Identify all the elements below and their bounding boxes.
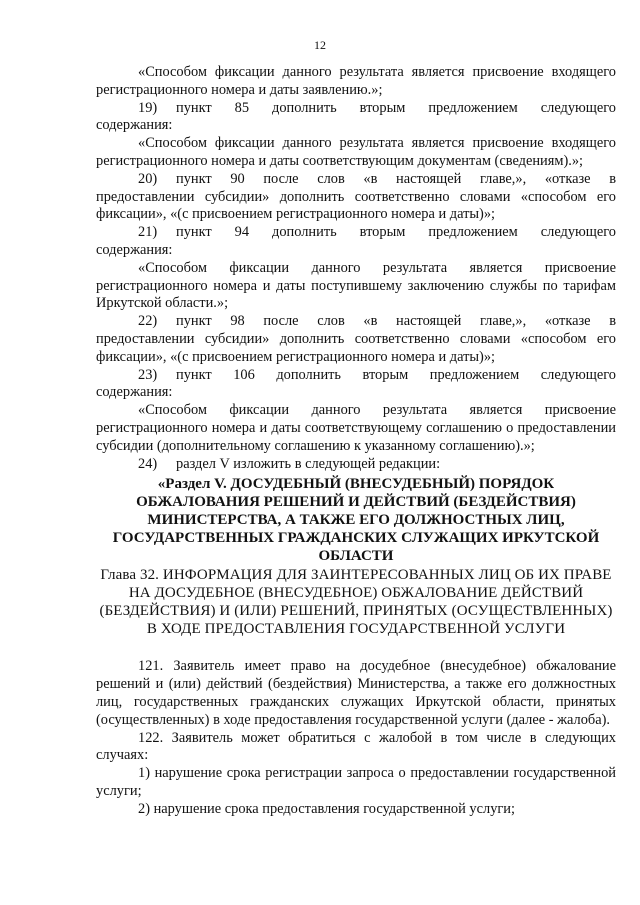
item-number: 24): [138, 455, 158, 472]
section-heading: «Раздел V. ДОСУДЕБНЫЙ (ВНЕСУДЕБНЫЙ) ПОРЯДОК ОБЖАЛОВАНИЯ РЕШЕНИЙ И ДЕЙСТВИЙ (БЕЗДЕЙСТВИЯ) МИНИСТЕРСТВА, А ТАКЖЕ ЕГО ДОЛЖНОСТНЫХ ЛИЦ, ГОСУДАРСТВЕННЫХ ГРАЖДАНСКИХ СЛУЖАЩИХ ИРКУТСКОЙ ОБЛАСТИ: [112, 476, 600, 565]
item-number: 22): [138, 313, 158, 330]
list-item: [96, 456, 616, 474]
amendment-list: [96, 64, 616, 473]
paragraph: «Способом фиксации данного результата является присвоение регистрационного номера и даты соответствующему соглашению о предоставлении субсидии (дополнительному соглашению к указанному соглашению).»;: [96, 402, 616, 454]
chapter-heading: Глава 32. ИНФОРМАЦИЯ ДЛЯ ЗАИНТЕРЕСОВАННЫХ ЛИЦ ОБ ИХ ПРАВЕ НА ДОСУДЕБНОЕ (ВНЕСУДЕБНОЕ) ОБЖАЛОВАНИЕ ДЕЙСТВИЙ (БЕЗДЕЙСТВИЯ) И (ИЛИ) РЕШЕНИЙ, ПРИНЯТЫХ (ОСУЩЕСТВЛЕННЫХ) В ХОДЕ ПРЕДОСТАВЛЕНИЯ ГОСУДАРСТВЕННОЙ УСЛУГИ: [99, 567, 613, 638]
paragraph: «Способом фиксации данного результата является присвоение входящего регистрационного номера и даты заявлению.»;: [96, 64, 616, 98]
page-number: 12: [314, 38, 326, 52]
document-body: [96, 64, 616, 819]
paragraph: «Способом фиксации данного результата является присвоение входящего регистрационного номера и даты соответствующим документам (сведениям).»;: [96, 135, 616, 169]
item-number: 23): [138, 366, 158, 383]
item-first-line: пункт 85 дополнить вторым предложением следующего: [176, 99, 616, 116]
item-number: 21): [138, 224, 158, 241]
paragraph: 1) нарушение срока регистрации запроса о предоставлении государственной услуги;: [96, 765, 616, 799]
list-item: [96, 313, 616, 331]
section-paragraphs: [96, 658, 616, 818]
item-continuation: предоставлении субсидии» дополнить соответственно словами «способом его фиксации», «(с присвоением регистрационного номера и даты)»;: [96, 330, 616, 365]
item-continuation: содержания:: [96, 384, 173, 401]
item-number: 20): [138, 170, 158, 187]
list-item: [96, 171, 616, 189]
item-continuation: содержания:: [96, 241, 173, 258]
item-first-line: пункт 94 дополнить вторым предложением следующего: [176, 224, 616, 241]
paragraph: 122. Заявитель может обратиться с жалобой в том числе в следующих случаях:: [96, 729, 616, 764]
list-item: [96, 367, 616, 385]
list-item: [96, 224, 616, 242]
paragraph: 121. Заявитель имеет право на досудебное (внесудебное) обжалование решений и (или) действий (бездействия) Министерства, а также его должностных лиц, государственных гражданских служащих Иркутской области, принятых (осуществленных) в ходе предоставления государственной услуги (далее - жалоба).: [96, 658, 616, 728]
item-number: 19): [138, 99, 158, 116]
item-first-line: пункт 90 после слов «в настоящей главе,», «отказе в: [176, 170, 616, 187]
paragraph: 2) нарушение срока предоставления государственной услуги;: [138, 800, 515, 817]
list-item: [96, 100, 616, 118]
paragraph: «Способом фиксации данного результата является присвоение регистрационного номера и даты поступившему заключению службы по тарифам Иркутской области.»;: [96, 259, 616, 312]
item-first-line: пункт 106 дополнить вторым предложением следующего: [176, 366, 616, 383]
spacer: [96, 638, 616, 658]
item-first-line: раздел V изложить в следующей редакции:: [176, 455, 441, 472]
item-first-line: пункт 98 после слов «в настоящей главе,», «отказе в: [176, 313, 616, 330]
item-continuation: предоставлении субсидии» дополнить соответственно словами «способом его фиксации», «(с присвоением регистрационного номера и даты)»;: [96, 188, 616, 223]
item-continuation: содержания:: [96, 117, 173, 134]
